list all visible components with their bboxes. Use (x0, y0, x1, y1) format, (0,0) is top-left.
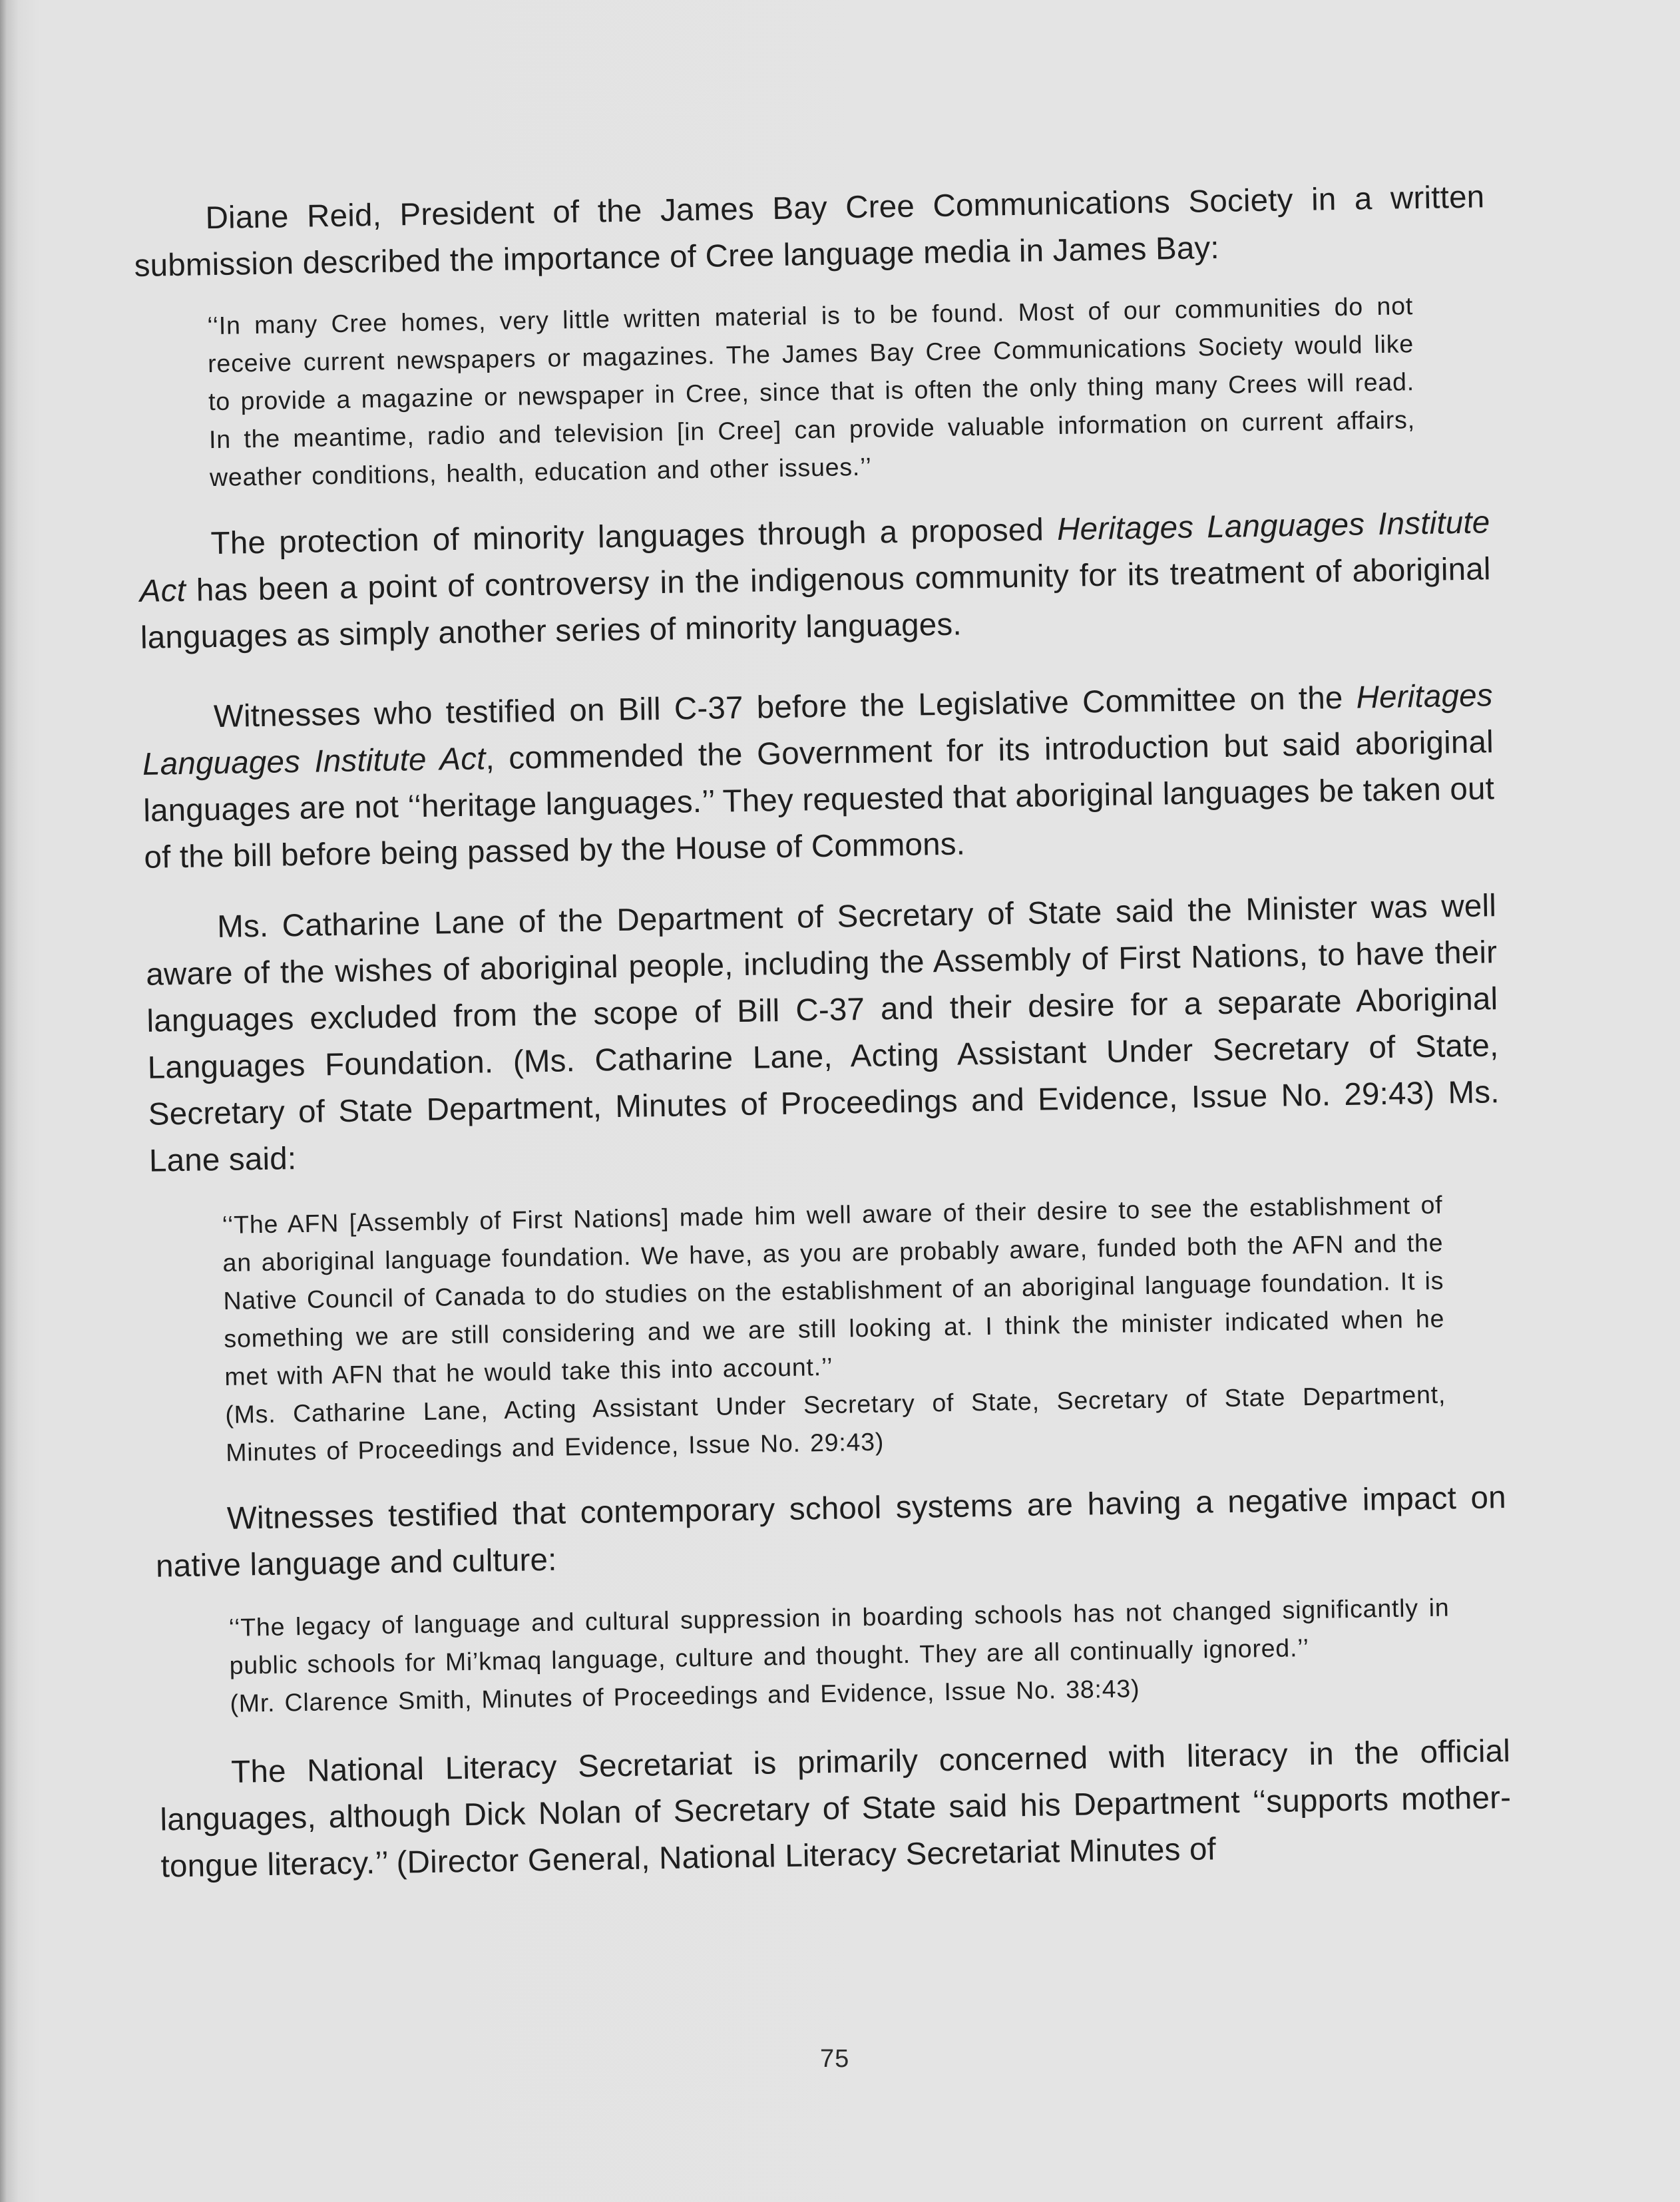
paragraph-literacy-secretariat: The National Literacy Secretariat is primarily concerned with literacy in the official languages, although Dick Nolan of Secretary of State said his Department ‘‘supports mother-tongue literacy.’’ (Director General, National Literacy Secretariat Minutes of (160, 1733, 1512, 1884)
page-number: 75 (820, 2045, 850, 2073)
citation-catharine-lane: (Ms. Catharine Lane, Acting Assistant Under Secretary of State, Secretary of State Department, Minutes of Proceedings and Evidence, Issue No. 29:43) (225, 1380, 1446, 1466)
quote-cree-communications: ‘‘In many Cree homes, very little written material is to be found. Most of our communities do not receive current newspapers or magazines. The James Bay Cree Communications Society would like to provide a magazine or newspaper in Cree, since that is often the only thing many Crees will read. In the meantime, radio and television [in Cree] can provide valuable information on current affairs, weather conditions, health, education and other issues.’’ (206, 292, 1416, 492)
act-title-2: Heritages Languages Institute Act (142, 678, 1494, 782)
page-body (133, 174, 1512, 1890)
paragraph-witnesses-text-end: , commended the Government for its introduction but said aboriginal languages are not ‘‘heritage languages.’’ They requested that aboriginal languages be taken out of the bill before being passed by the House of Commons. (142, 724, 1495, 875)
paragraph-catharine-lane: Ms. Catharine Lane of the Department of Secretary of State said the Minister was well aware of the wishes of aboriginal people, including the Assembly of First Nations, to have their languages excluded from the scope of Bill C-37 and their desire for a separate Aboriginal Languages Foundation. (Ms. Catharine Lane, Acting Assistant Under Secretary of State, Secretary of State Department, Minutes of Proceedings and Evidence, Issue No. 29:43) Ms. Lane said: (145, 888, 1500, 1179)
act-title: Heritages Languages Institute Act (139, 505, 1490, 609)
quote-boarding-schools: ‘‘The legacy of language and cultural suppression in boarding schools has not changed significantly in public schools for Mi’kmaq language, culture and thought. They are all continually ignored.’’ (228, 1593, 1450, 1679)
paragraph-school-systems: Witnesses testified that contemporary school systems are having a negative impact on native language and culture: (155, 1480, 1507, 1584)
paragraph-witnesses-bill (141, 672, 1495, 881)
quote-afn: ‘‘The AFN [Assembly of First Nations] made him well aware of their desire to see the establishment of an aboriginal language foundation. We have, as you are probably aware, funded both the AFN and the Native Council of Canada to do studies on the establishment of an aboriginal language foundation. It is something we are still considering and we are still looking at. I think the minister indicated when he met with AFN that he would take this into account.’’ (222, 1190, 1445, 1391)
citation-clarence-smith: (Mr. Clarence Smith, Minutes of Proceedings and Evidence, Issue No. 38:43) (230, 1674, 1140, 1717)
paragraph-heritage-act-text: The protection of minority languages through a proposed (210, 512, 1058, 562)
paragraph-heritage-act-text-end: has been a point of controversy in the indigenous community for its treatment of aboriginal languages as simply another series of minority languages. (140, 551, 1492, 656)
paragraph-heritage-act (138, 499, 1492, 662)
paragraph-witnesses-text: Witnesses who testified on Bill C-37 before the Legislative Committee on the (213, 680, 1357, 735)
paragraph-diane-reid: Diane Reid, President of the James Bay Cree Communications Society in a written submission described the importance of Cree language media in James Bay: (134, 179, 1485, 284)
